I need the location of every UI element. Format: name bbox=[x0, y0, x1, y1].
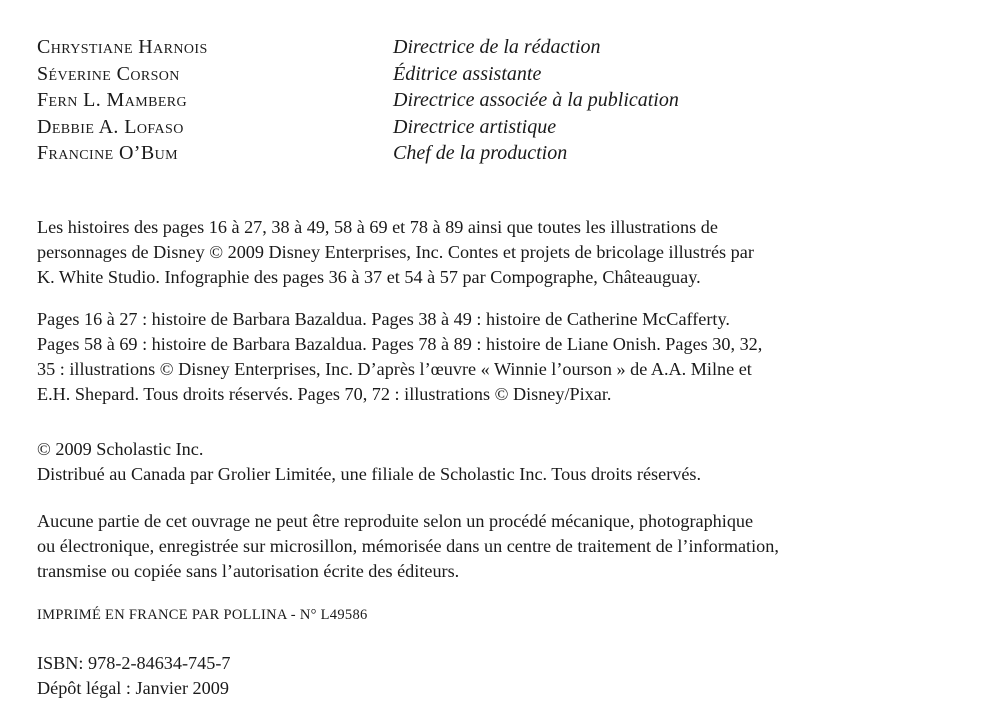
printed-in-line: IMPRIMÉ EN FRANCE PAR POLLINA - N° L49586 bbox=[37, 607, 368, 623]
credit-name: Chrystiane Harnois bbox=[37, 36, 208, 59]
legal-deposit-line: Dépôt légal : Janvier 2009 bbox=[37, 678, 229, 698]
credit-role: Chef de la production bbox=[393, 142, 568, 165]
credit-name: Séverine Corson bbox=[37, 62, 180, 85]
credit-row bbox=[37, 34, 679, 61]
credit-role: Directrice associée à la publication bbox=[393, 89, 679, 112]
credit-name: Fern L. Mamberg bbox=[37, 89, 188, 112]
credit-row bbox=[37, 61, 679, 88]
credit-role: Éditrice assistante bbox=[393, 62, 542, 85]
page-credits-paragraph: Pages 16 à 27 : histoire de Barbara Bazaldua. Pages 38 à 49 : histoire de Catherine McCafferty. Pages 58 à 69 : histoire de Barbara Bazaldua. Pages 78 à 89 : histoire de Liane Onish. Pages 30, 32, 35 : illustrations © Disney Enterprises, Inc. D’après l’œuvre « Winnie l’ourson » de A.A. Milne et E.H. Shepard. Tous droits réservés. Pages 70, 72 : illustrations © Disney/Pixar. bbox=[37, 309, 763, 404]
credit-name: Francine O’Bum bbox=[37, 142, 178, 165]
rights-paragraph: Aucune partie de cet ouvrage ne peut être reproduite selon un procédé mécanique, photographique ou électronique, enregistrée sur microsillon, mémorisée dans un centre de traitement de l’information, transmise ou copiée sans l’autorisation écrite des éditeurs. bbox=[37, 511, 779, 581]
copyright-paragraph: © 2009 Scholastic Inc. Distribué au Canada par Grolier Limitée, une filiale de Scholastic Inc. Tous droits réservés. bbox=[37, 439, 702, 484]
isbn-block bbox=[37, 651, 230, 701]
credit-row bbox=[37, 87, 679, 114]
credit-row bbox=[37, 114, 679, 141]
credits-block bbox=[37, 34, 679, 167]
stories-credits-paragraph: Les histoires des pages 16 à 27, 38 à 49, 58 à 69 et 78 à 89 ainsi que toutes les illustrations de personnages de Disney © 2009 Disney Enterprises, Inc. Contes et projets de bricolage illustrés par K. White Studio. Infographie des pages 36 à 37 et 54 à 57 par Compographe, Châteauguay. bbox=[37, 217, 754, 287]
credit-name: Debbie A. Lofaso bbox=[37, 115, 184, 138]
credit-row bbox=[37, 140, 679, 167]
credit-role: Directrice artistique bbox=[393, 115, 557, 138]
isbn-line: ISBN: 978-2-84634-745-7 bbox=[37, 653, 231, 673]
credit-role: Directrice de la rédaction bbox=[393, 36, 601, 59]
